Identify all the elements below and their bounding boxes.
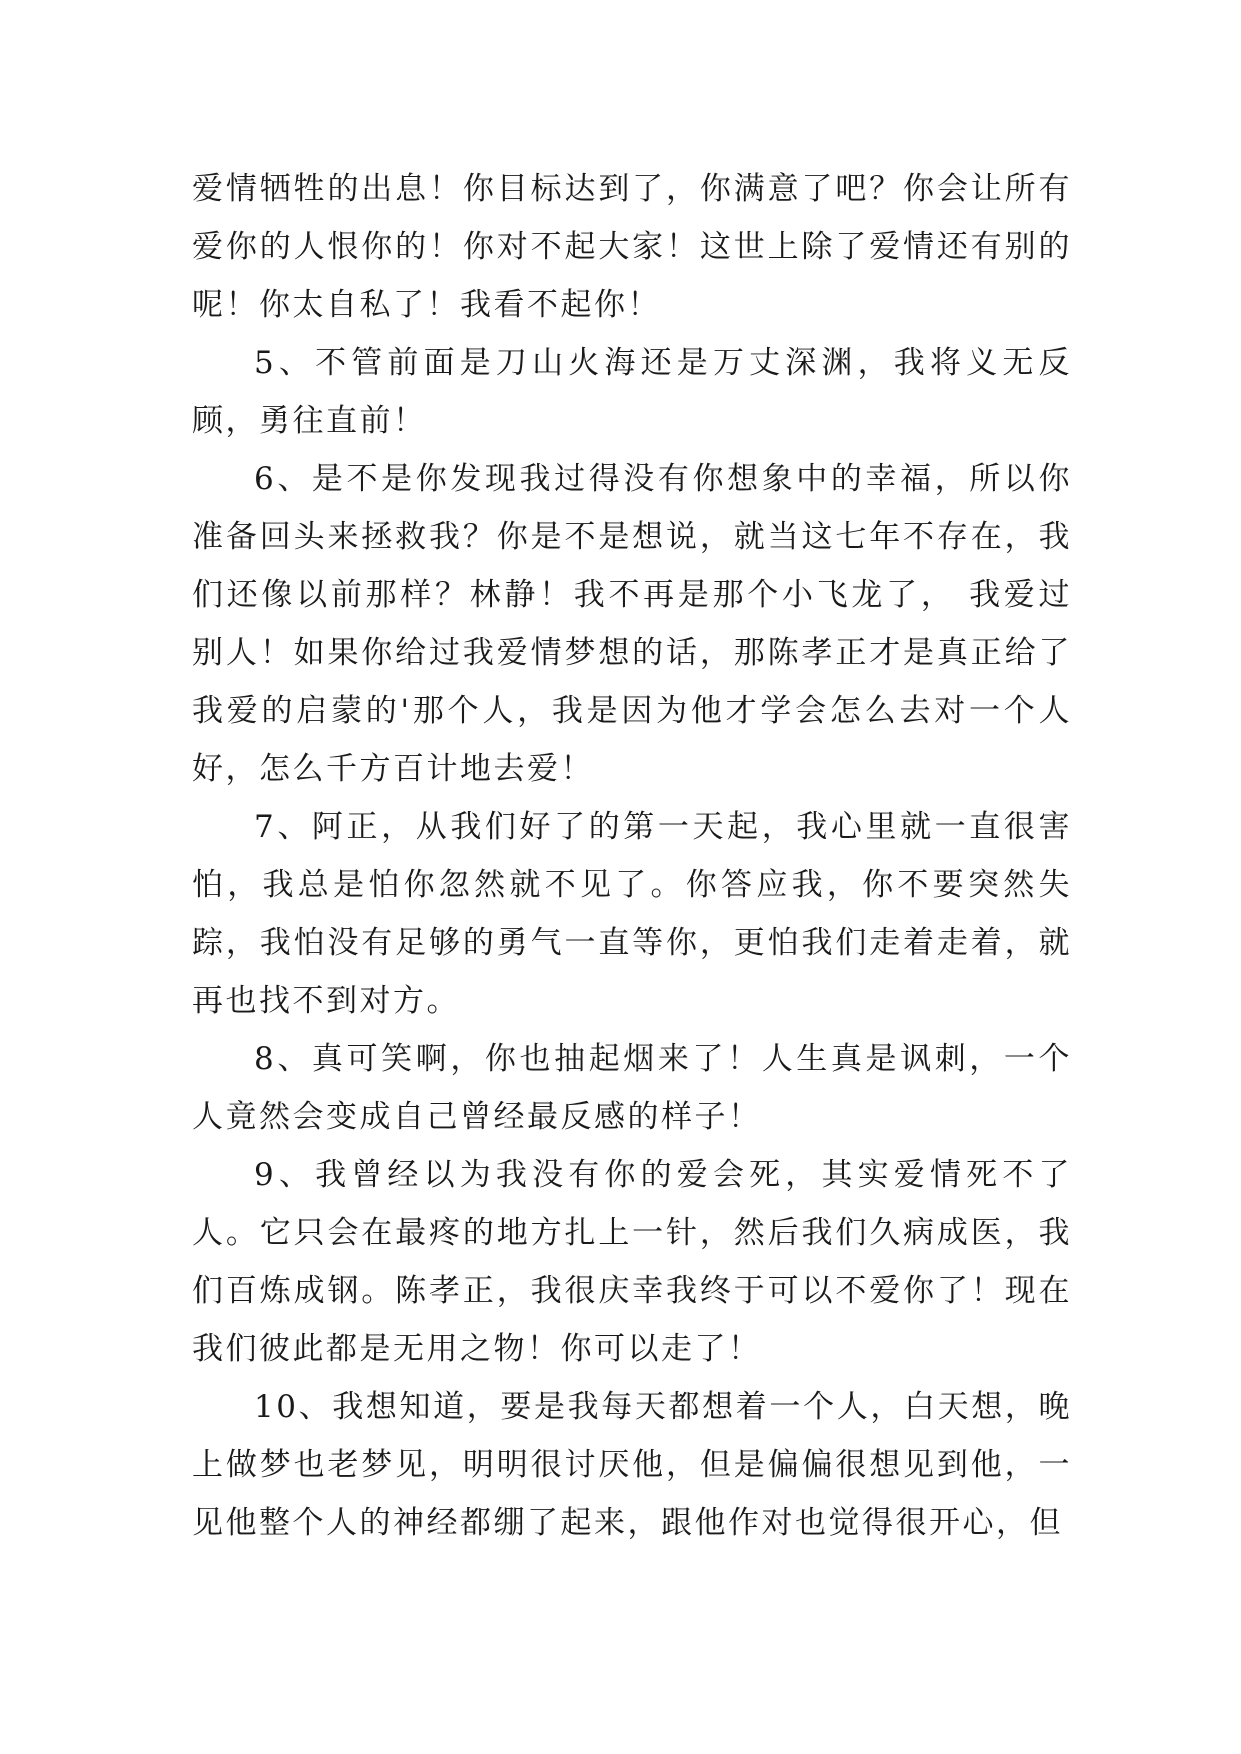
paragraph-9: 9、我曾经以为我没有你的爱会死，其实爱情死不了人。它只会在最疼的地方扎上一针，然后我们久病成医，我们百炼成钢。陈孝正，我很庆幸我终于可以不爱你了！现在我们彼此都是无用之物！你可以走了！: [192, 1157, 1072, 1367]
paragraph-continuation: 爱情牺牲的出息！你目标达到了，你满意了吧？你会让所有爱你的人恨你的！你对不起大家！这世上除了爱情还有别的呢！你太自私了！我看不起你！: [192, 171, 1072, 323]
paragraph-5: 5、不管前面是刀山火海还是万丈深渊，我将义无反顾，勇往直前！: [192, 345, 1072, 439]
paragraph-10: 10、我想知道，要是我每天都想着一个人，白天想，晚上做梦也老梦见，明明很讨厌他，但是偏偏很想见到他，一见他整个人的神经都绷了起来，跟他作对也觉得很开心，但: [192, 1389, 1072, 1541]
paragraph-8: 8、真可笑啊，你也抽起烟来了！人生真是讽刺，一个人竟然会变成自己曾经最反感的样子！: [192, 1041, 1072, 1135]
paragraph-6: 6、是不是你发现我过得没有你想象中的幸福，所以你准备回头来拯救我？你是不是想说，就当这七年不存在，我们还像以前那样？林静！我不再是那个小飞龙了， 我爱过别人！如果你给过我爱情梦想的话，那陈孝正才是真正给了我爱的启蒙的'那个人，我是因为他才学会怎么去对一个人好，怎么千方百计地去爱！: [192, 461, 1072, 787]
paragraph-7: 7、阿正，从我们好了的第一天起，我心里就一直很害怕，我总是怕你忽然就不见了。你答应我，你不要突然失踪，我怕没有足够的勇气一直等你，更怕我们走着走着，就再也找不到对方。: [192, 809, 1072, 1019]
body-text: [192, 160, 1072, 1552]
